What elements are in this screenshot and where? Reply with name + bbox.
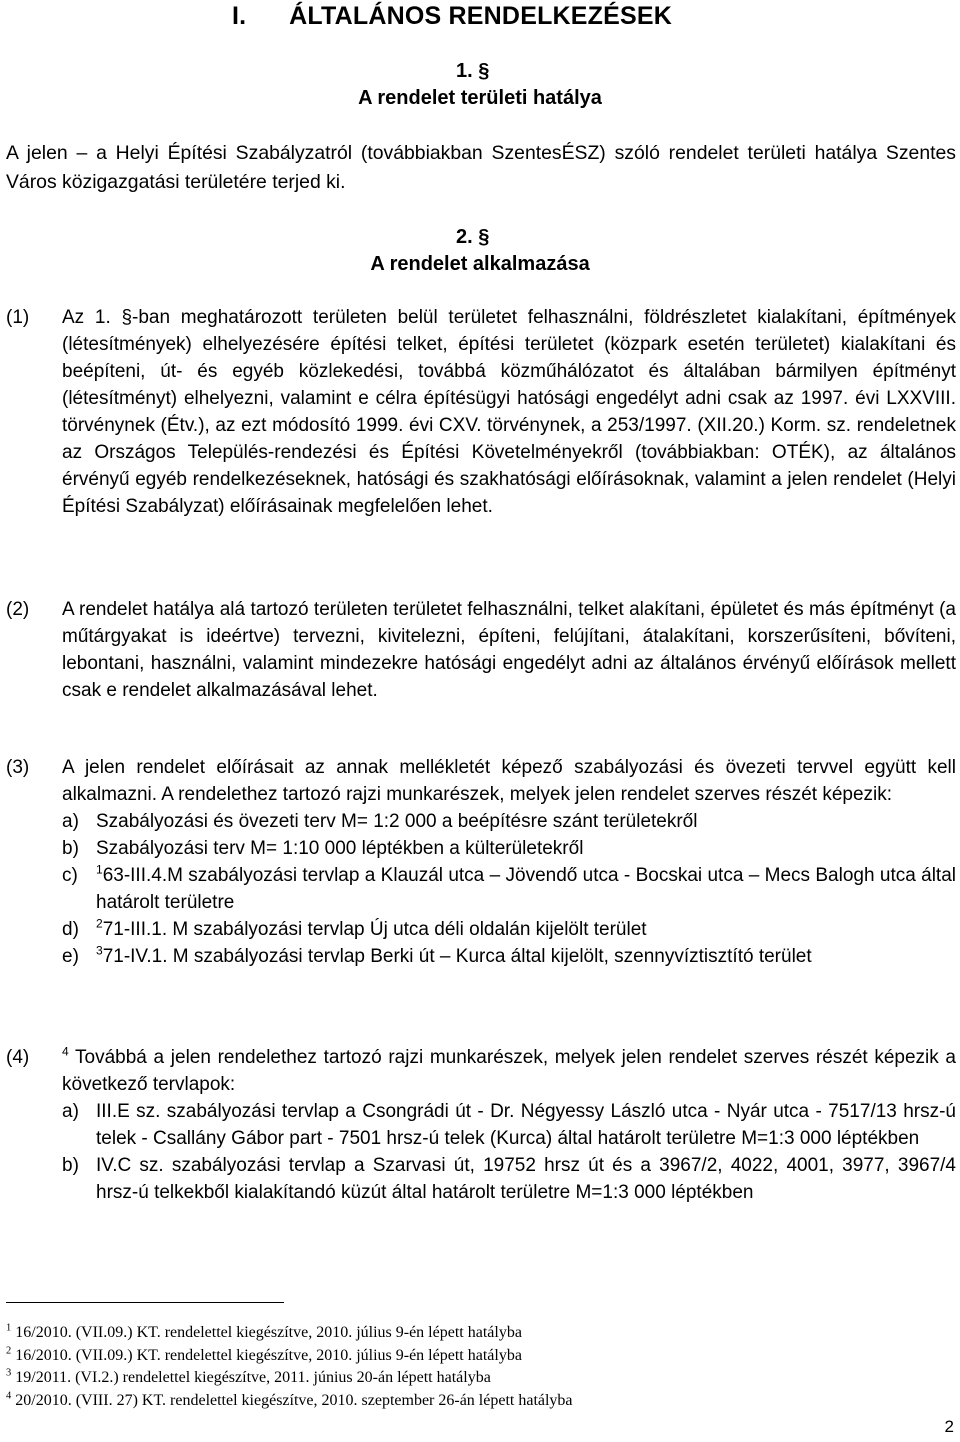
list-item xyxy=(62,1098,956,1152)
paragraph-1 xyxy=(6,304,956,520)
chapter-title: I. ÁLTALÁNOS RENDELKEZÉSEK xyxy=(232,2,673,30)
footnote-ref: 1 xyxy=(96,862,103,877)
footnote-text: 19/2011. (VI.2.) rendelettel kiegészítve, 2011. június 20-án lépett hatályba xyxy=(15,1369,491,1386)
list-item-text: 71-III.1. M szabályozási tervlap Új utca déli oldalán kijelölt terület xyxy=(102,919,647,940)
section-1-number: 1. § xyxy=(456,60,490,82)
footnote-number: 2 xyxy=(6,1345,12,1357)
list-item-text: Szabályozási terv M= 1:10 000 léptékben a külterületekről xyxy=(96,838,584,859)
list-item xyxy=(62,1152,956,1206)
paragraph-2 xyxy=(6,596,956,704)
list-item-label: b) xyxy=(62,1155,79,1176)
section-2-number: 2. § xyxy=(456,226,490,248)
list-item xyxy=(62,916,956,943)
section-1-title: A rendelet területi hatálya xyxy=(358,87,602,109)
paragraph-text: Továbbá a jelen rendelethez tartozó rajzi munkarészek, melyek jelen rendelet szerves részét képezik a következő tervlapok: xyxy=(62,1047,956,1095)
footnote-number: 3 xyxy=(6,1367,12,1379)
paragraph-number: (4) xyxy=(6,1047,30,1068)
list-item-label: a) xyxy=(62,1101,79,1122)
footnote-ref: 2 xyxy=(96,916,103,931)
page-number: 2 xyxy=(944,1417,954,1436)
list-item xyxy=(62,862,956,916)
list-item xyxy=(62,943,956,970)
footnote-text: 16/2010. (VII.09.) KT. rendelettel kiegészítve, 2010. július 9-én lépett hatályba xyxy=(15,1324,522,1341)
footnotes xyxy=(6,1322,906,1412)
footnote-separator xyxy=(6,1302,284,1303)
list-item-label: b) xyxy=(62,838,79,859)
list-item-text: 63-III.4.M szabályozási tervlap a Klauzál utca – Jövendő utca - Bocskai utca – Mecs Balogh utca által határolt területre xyxy=(96,865,956,913)
footnote-text: 16/2010. (VII.09.) KT. rendelettel kiegészítve, 2010. július 9-én lépett hatályba xyxy=(15,1346,522,1364)
paragraph-text: Az 1. §-ban meghatározott területen belül területet felhasználni, földrészletet kialakítani, építmények (létesítmények) elhelyezésére építési telket, építési területet (közpark esetén területet) kialakítani és beépíteni, út- és egyéb közlekedési, továbbá közműhálózatot és általában bármilyen építményt (létesítményt) elhelyezni, valamint e célra építésügyi hatósági engedélyt adni csak az 1997. évi LXXVIII. törvénynek (Étv.), az ezt módosító 1999. évi CXV. törvénynek, a 253/1997. (XII.20.) Korm. sz. rendeletnek az Országos Település-rendezési és Építési Követelményekről (továbbiakban: OTÉK), az általános érvényű egyéb rendelkezéseknek, hatósági és szakhatósági előírásoknak, valamint a jelen rendelet (Helyi Építési Szabályzat) előírásainak megfelelően lehet. xyxy=(62,307,956,517)
footnote-text: 20/2010. (VIII. 27) KT. rendelettel kiegészítve, 2010. szeptember 26-án lépett hatályba xyxy=(15,1391,573,1409)
paragraph-4 xyxy=(6,1044,956,1206)
section-2-title: A rendelet alkalmazása xyxy=(370,253,590,275)
footnote xyxy=(6,1390,906,1413)
footnote-ref: 4 xyxy=(62,1044,69,1059)
footnote xyxy=(6,1345,906,1368)
list-item-label: e) xyxy=(62,946,79,967)
footnote-ref: 3 xyxy=(96,943,103,958)
list-item-text: Szabályozási és övezeti terv M= 1:2 000 a beépítésre szánt területekről xyxy=(96,811,698,832)
intro-paragraph: A jelen – a Helyi Építési Szabályzatról (továbbiakban SzentesÉSZ) szóló rendelet területi hatálya Szentes Város közigazgatási területére terjed ki. xyxy=(6,142,956,193)
paragraph-text: A rendelet hatálya alá tartozó területen területet felhasználni, telket alakítani, épületet és más építményt (a műtárgyakat is ideértve) tervezni, kivitelezni, építeni, felújítani, átalakítani, korszerűsíteni, bővíteni, lebontani, használni, valamint mindezekre hatósági engedélyt adni az általános érvényű előírások mellett csak e rendelet alkalmazásával lehet. xyxy=(62,599,956,701)
list-item xyxy=(62,835,956,862)
footnote xyxy=(6,1322,906,1345)
paragraph-text: A jelen rendelet előírásait az annak mellékletét képező szabályozási és övezeti tervvel együtt kell alkalmazni. A rendelethez tartozó rajzi munkarészek, melyek jelen rendelet szerves részét képezik: xyxy=(62,757,956,805)
list-item xyxy=(62,808,956,835)
list-item-text: 71-IV.1. M szabályozási tervlap Berki út – Kurca által kijelölt, szennyvíztisztító terület xyxy=(102,946,812,967)
list-item-label: d) xyxy=(62,919,79,940)
list-item-label: c) xyxy=(62,865,78,886)
paragraph-3 xyxy=(6,754,956,970)
footnote xyxy=(6,1367,906,1390)
footnote-number: 1 xyxy=(6,1322,12,1334)
footnote-number: 4 xyxy=(6,1390,12,1402)
list-item-text: III.E sz. szabályozási tervlap a Csongrádi út - Dr. Négyessy László utca - Nyár utca - 7517/13 hrsz-ú telek - Csallány Gábor part - 7501 hrsz-ú telek (Kurca) által határolt területre M=1:3 000 léptékben xyxy=(96,1101,956,1149)
paragraph-number: (3) xyxy=(6,757,30,778)
list-item-label: a) xyxy=(62,811,79,832)
list-item-text: IV.C sz. szabályozási tervlap a Szarvasi út, 19752 hrsz út és a 3967/2, 4022, 4001, 3977, 3967/4 hrsz-ú telkekből kialakítandó küzút által határolt területre M=1:3 000 léptékben xyxy=(96,1155,956,1203)
paragraph-number: (2) xyxy=(6,599,30,620)
paragraph-number: (1) xyxy=(6,307,30,328)
